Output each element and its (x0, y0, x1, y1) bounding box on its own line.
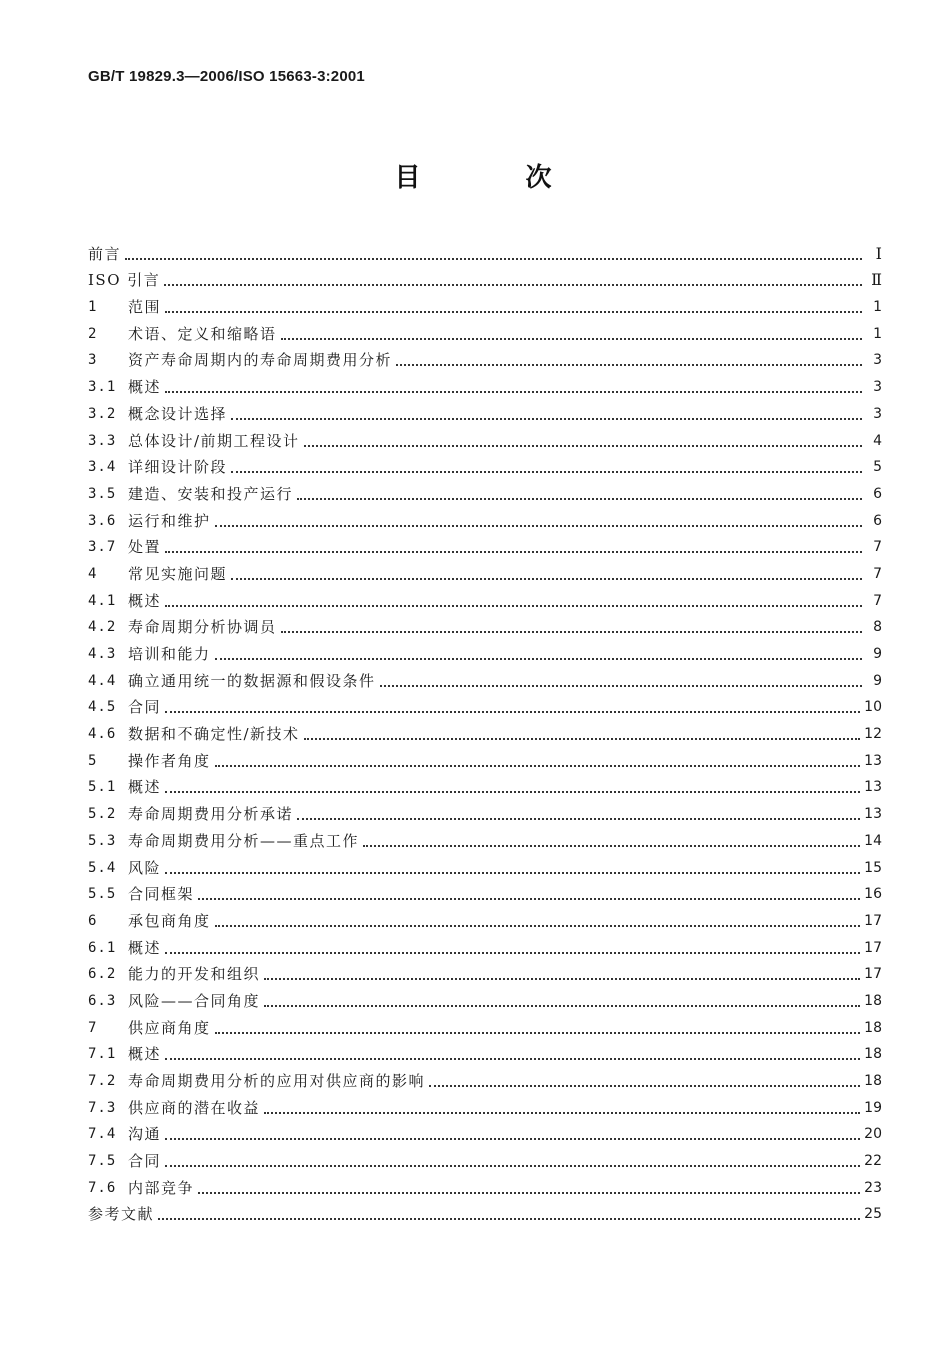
dot-leader (215, 911, 861, 927)
toc-entry-number: 4.3 (88, 646, 117, 662)
dot-leader (165, 777, 860, 793)
toc-entry-label: 内部竞争 (128, 1178, 195, 1197)
toc-entry[interactable] (88, 797, 882, 824)
toc-entry[interactable] (88, 717, 882, 744)
toc-entry[interactable] (88, 1198, 882, 1225)
toc-entry-page: 4 (873, 432, 882, 449)
toc-entry-page: 9 (873, 672, 882, 689)
toc-entry-label: 供应商的潜在收益 (128, 1098, 261, 1117)
toc-entry-label: 建造、安装和投产运行 (128, 484, 294, 503)
toc-entry-page: 6 (873, 485, 882, 502)
toc-entry-label: 运行和维护 (128, 511, 211, 530)
dot-leader (304, 724, 861, 740)
toc-entry-page: 3 (873, 405, 882, 422)
toc-entry[interactable] (88, 744, 882, 771)
dot-leader (165, 537, 862, 553)
toc-entry-page: 13 (864, 806, 882, 823)
dot-leader (198, 1178, 860, 1194)
toc-entry-label: 概念设计选择 (128, 404, 228, 423)
toc-entry-page: Ⅱ (871, 270, 882, 290)
toc-entry-label: 寿命周期费用分析——重点工作 (128, 831, 360, 850)
toc-entry[interactable] (88, 1038, 882, 1065)
toc-entry[interactable] (88, 344, 882, 371)
toc-entry[interactable] (88, 878, 882, 905)
toc-entry[interactable] (88, 1118, 882, 1145)
toc-entry-label: 详细设计阶段 (128, 458, 228, 477)
toc-entry-page: Ⅰ (875, 243, 882, 263)
toc-entry-page: 23 (864, 1179, 882, 1196)
toc-entry[interactable] (88, 771, 882, 798)
dot-leader (264, 1098, 860, 1114)
toc-entry-page: 13 (864, 779, 882, 796)
toc-entry-page: 22 (864, 1153, 882, 1170)
toc-entry[interactable] (88, 451, 882, 478)
dot-leader (231, 564, 862, 580)
toc-entry-label: 概述 (128, 778, 162, 797)
dot-leader (165, 938, 860, 954)
toc-entry-number: 3.1 (88, 379, 117, 396)
toc-entry-label: 培训和能力 (128, 645, 211, 663)
dot-leader (125, 244, 862, 260)
toc-entry-page: 19 (864, 1099, 882, 1116)
toc-entry-label: 合同框架 (128, 885, 195, 904)
dot-leader (165, 858, 860, 874)
toc-entry-page: 12 (864, 726, 882, 743)
toc-entry[interactable] (88, 1171, 882, 1198)
toc-entry-label: 范围 (128, 298, 162, 317)
toc-entry[interactable] (88, 397, 882, 424)
toc-entry[interactable] (88, 531, 882, 558)
toc-entry[interactable] (88, 611, 882, 638)
toc-entry[interactable] (88, 958, 882, 985)
toc-entry-number: 5.1 (88, 779, 117, 796)
toc-entry-number: 3.3 (88, 432, 117, 449)
dot-leader (264, 964, 860, 980)
toc-entry-label: 合同 (128, 1152, 162, 1171)
toc-entry-number: 3.2 (88, 405, 117, 422)
toc-entry-label: 风险——合同角度 (128, 991, 261, 1010)
toc-entry[interactable] (88, 984, 882, 1011)
toc-entry[interactable] (88, 664, 882, 691)
toc-entry[interactable] (88, 851, 882, 878)
toc-entry-number: 4.1 (88, 592, 117, 609)
toc-entry[interactable] (88, 637, 882, 664)
toc-entry-label: 沟通 (128, 1125, 162, 1144)
toc-entry[interactable] (88, 1144, 882, 1171)
toc-entry-label: 数据和不确定性/新技术 (128, 725, 300, 744)
toc-entry-label: 处置 (128, 538, 162, 557)
toc-entry[interactable] (88, 290, 882, 317)
toc-entry-page: 18 (864, 992, 882, 1009)
toc-entry-page: 20 (864, 1126, 882, 1143)
toc-entry-page: 8 (873, 619, 882, 636)
toc-entry-number: 4 (88, 565, 98, 582)
toc-entry-page: 7 (873, 539, 882, 556)
toc-entry-page: 9 (873, 646, 882, 662)
toc-entry-number: 3.4 (88, 459, 117, 476)
dot-leader (165, 377, 862, 393)
toc-entry-page: 14 (864, 832, 882, 849)
dot-leader (215, 644, 862, 660)
toc-entry-number: 3.7 (88, 539, 117, 556)
toc-entry-number: 7.3 (88, 1099, 117, 1116)
toc-entry[interactable] (88, 557, 882, 584)
toc-entry[interactable] (88, 1091, 882, 1118)
toc-entry[interactable] (88, 370, 882, 397)
toc-entry-number: 2 (88, 325, 98, 342)
dot-leader (215, 1018, 861, 1034)
toc-entry-label: 术语、定义和缩略语 (128, 324, 277, 343)
dot-leader (363, 831, 860, 847)
toc-entry-number: 5.5 (88, 886, 117, 903)
toc-entry-number: 5 (88, 752, 98, 769)
toc-entry-number: 6.1 (88, 939, 117, 956)
toc-entry[interactable] (88, 584, 882, 611)
toc-entry-label: 操作者角度 (128, 751, 211, 770)
toc-entry-number: 3 (88, 352, 98, 369)
dot-leader (281, 324, 862, 340)
toc-entry-number: 6 (88, 912, 98, 929)
toc-entry-number: 7.5 (88, 1153, 117, 1170)
table-of-contents (88, 237, 882, 1224)
toc-entry-label: 概述 (128, 938, 162, 957)
dot-leader (165, 1151, 860, 1167)
toc-entry-number: 7.1 (88, 1046, 117, 1063)
toc-entry[interactable] (88, 504, 882, 531)
toc-entry-number: 6.3 (88, 992, 117, 1009)
toc-entry-page: 16 (864, 886, 882, 903)
toc-entry[interactable] (88, 1064, 882, 1091)
toc-entry[interactable] (88, 904, 882, 931)
toc-entry-label: 常见实施问题 (128, 564, 228, 583)
toc-entry-number: 5.2 (88, 806, 117, 823)
toc-entry-page: 7 (873, 565, 882, 582)
toc-entry-label: 参考文献 (88, 1205, 155, 1224)
toc-entry-label: 承包商角度 (128, 911, 211, 930)
dot-leader (264, 991, 860, 1007)
toc-entry-number: 5.3 (88, 832, 117, 849)
dot-leader (165, 591, 862, 607)
dot-leader (165, 697, 860, 713)
toc-entry-number: 1 (88, 299, 98, 316)
dot-leader (164, 270, 862, 286)
toc-entry-label: 前言 (88, 244, 122, 263)
toc-entry-label: 概述 (128, 378, 162, 397)
toc-entry-number: 3.5 (88, 485, 117, 502)
toc-entry-label: 总体设计/前期工程设计 (128, 431, 300, 450)
dot-leader (281, 617, 862, 633)
toc-entry-number: 5.4 (88, 859, 117, 876)
dot-leader (380, 671, 862, 687)
toc-entry-page: 15 (864, 859, 882, 876)
toc-entry-label: ISO 引言 (88, 271, 161, 290)
toc-entry-label: 概述 (128, 1045, 162, 1064)
toc-entry-page: 1 (873, 299, 882, 316)
toc-entry-number: 7.2 (88, 1073, 117, 1089)
toc-entry-page: 10 (864, 699, 882, 716)
toc-entry-page: 18 (864, 1019, 882, 1036)
toc-entry[interactable] (88, 237, 882, 264)
toc-entry-page: 17 (864, 912, 882, 929)
toc-entry-page: 25 (864, 1206, 882, 1223)
toc-entry-page: 7 (873, 592, 882, 609)
toc-entry-page: 18 (864, 1073, 882, 1089)
toc-entry-label: 合同 (128, 698, 162, 717)
dot-leader (198, 884, 860, 900)
toc-entry-page: 17 (864, 939, 882, 956)
dot-leader (215, 511, 862, 527)
toc-entry-page: 3 (873, 352, 882, 369)
dot-leader (396, 350, 862, 366)
toc-entry-label: 供应商角度 (128, 1018, 211, 1037)
toc-entry[interactable] (88, 1011, 882, 1038)
toc-entry-number: 4.6 (88, 726, 117, 743)
toc-entry-label: 风险 (128, 858, 162, 877)
toc-entry-page: 13 (864, 752, 882, 769)
toc-entry-page: 3 (873, 379, 882, 396)
toc-entry-number: 4.5 (88, 699, 117, 716)
toc-entry[interactable] (88, 264, 882, 291)
dot-leader (297, 804, 860, 820)
standard-header: GB/T 19829.3—2006/ISO 15663-3:2001 (88, 68, 365, 85)
toc-entry-page: 18 (864, 1046, 882, 1063)
toc-entry-number: 3.6 (88, 512, 117, 529)
toc-entry-number: 7 (88, 1019, 98, 1036)
toc-entry[interactable] (88, 477, 882, 504)
toc-entry-label: 寿命周期分析协调员 (128, 618, 277, 637)
dot-leader (215, 751, 861, 767)
dot-leader (158, 1204, 860, 1220)
toc-entry[interactable] (88, 424, 882, 451)
toc-entry-label: 寿命周期费用分析的应用对供应商的影响 (128, 1072, 426, 1090)
page-title: 目 次 (394, 163, 600, 193)
toc-entry-label: 确立通用统一的数据源和假设条件 (128, 671, 376, 690)
toc-entry-number: 6.2 (88, 966, 117, 983)
toc-entry-number: 7.6 (88, 1179, 117, 1196)
toc-entry-label: 资产寿命周期内的寿命周期费用分析 (128, 351, 393, 370)
dot-leader (165, 1044, 860, 1060)
toc-entry-number: 4.2 (88, 619, 117, 636)
toc-entry-page: 5 (873, 459, 882, 476)
dot-leader (304, 431, 862, 447)
toc-entry[interactable] (88, 824, 882, 851)
toc-entry[interactable] (88, 317, 882, 344)
dot-leader (297, 484, 862, 500)
toc-entry-label: 能力的开发和组织 (128, 965, 261, 984)
toc-entry[interactable] (88, 931, 882, 958)
toc-entry[interactable] (88, 691, 882, 718)
toc-entry-label: 概述 (128, 591, 162, 610)
dot-leader (165, 297, 862, 313)
toc-entry-number: 4.4 (88, 672, 117, 689)
dot-leader (231, 457, 862, 473)
dot-leader (231, 404, 862, 420)
dot-leader (165, 1124, 860, 1140)
toc-entry-page: 6 (873, 512, 882, 529)
dot-leader (429, 1071, 860, 1087)
toc-entry-page: 17 (864, 966, 882, 983)
toc-entry-page: 1 (873, 325, 882, 342)
toc-entry-label: 寿命周期费用分析承诺 (128, 805, 294, 824)
toc-entry-number: 7.4 (88, 1126, 117, 1143)
